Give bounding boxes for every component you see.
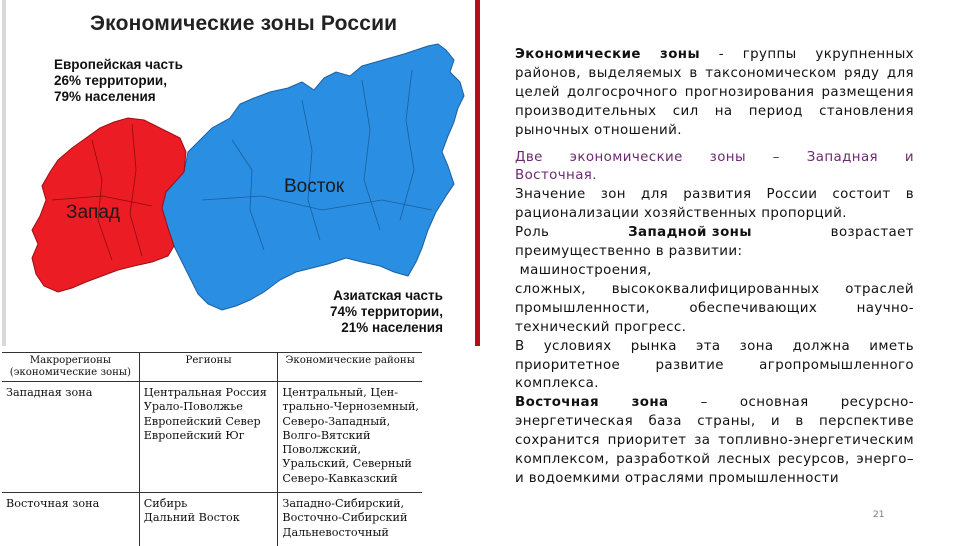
district-item: Уральский, Северный [282,457,412,471]
regions-cell [139,493,278,546]
table-header-row [2,353,422,382]
definition-paragraph [515,46,914,141]
role-line-2: преимущественно в развитии: [515,244,743,260]
district-item: Северо-Кавказский [282,471,398,485]
two-zones-line [515,149,914,168]
role-line [515,224,914,243]
region-item: Сибирь [143,497,188,511]
east-zone-text: – основная ресурсно-энергетическая база страны, и в перспективе сохранится приоритет за топливно-энергетическим комплексом, разработкой лесных ресурсов, энерго– и водоемкими отраслями промышленности [515,395,914,486]
text-column [515,46,914,489]
districts-cell [278,493,422,546]
region-item: Дальний Восток [143,511,240,525]
role-prefix: Роль [515,225,550,241]
paragraph-gap [515,141,914,149]
role-item-industries: сложных, высококвалифицированных отраслей промышленности, обеспечивающих научно-технический прогресс. [515,281,914,335]
asian-part-caption [330,288,443,336]
district-item: Дальневосточный [282,525,389,539]
header-regions: Регионы [139,353,278,382]
regions-cell [139,382,278,493]
definition-term: Экономические зоны [515,47,700,62]
header-macroregions-line-1: Макрорегионы [29,355,111,366]
european-line-1: Европейская часть [54,57,183,72]
significance-paragraph: Значение зон для развития России состоит в рационализации хозяйственных пропорций. [515,187,914,222]
economic-zones-table [2,352,422,546]
role-suffix: возрастает [830,225,914,241]
district-item: Западно-Сибирский, [282,497,405,511]
districts-cell [278,382,422,493]
asian-line-1: Азиатская часть [333,288,443,303]
east-zone-paragraph [515,394,914,489]
district-item: Северо-Западный, [282,414,391,428]
district-item: Центральный, Цен- [282,386,398,399]
european-line-2: 26% территории, [54,73,167,88]
region-item: Европейский Юг [143,428,245,442]
header-macroregions-line-2: (экономические зоны) [9,367,132,378]
asian-line-2: 74% территории, [330,304,443,319]
role-item-machinery: машиностроения, [515,262,652,278]
east-zone-term: Восточная зона [515,395,669,411]
market-paragraph: В условиях рынка эта зона должна иметь приоритетное развитие агропромышленного комплекса. [515,338,914,392]
region-item: Центральная Россия [143,386,267,399]
district-item: Поволжский, [282,443,362,457]
european-part-caption [54,57,183,105]
table-row [2,493,422,546]
west-zone-label: Запад [66,202,120,223]
district-item: Восточно-Сибирский [282,511,408,525]
map-panel [2,0,480,346]
zone-cell: Западная зона [2,382,139,493]
district-item: Волго-Вятский [282,428,371,442]
table-row [2,382,422,493]
east-zone-label: Восток [284,176,345,197]
two-zones-text: Две экономические зоны – Западная и [515,149,914,165]
district-item: трально-Черноземный, [282,400,419,414]
zone-cell: Восточная зона [6,497,100,511]
region-item: Европейский Север [143,414,261,428]
definition-text: - группы укрупненных районов, выделяемых в таксономическом ряду для целей долгосрочного прогнозирования размещения производительных сил на период становления рыночных отношений. [515,47,914,138]
asian-line-3: 21% населения [341,320,443,335]
map-title: Экономические зоны России [90,12,398,35]
two-zones-line-2: Восточная. [515,168,597,184]
region-item: Урало-Поволжье [143,400,243,414]
role-west-zone: Западной зоны [628,225,752,241]
header-macroregions [2,353,139,382]
european-line-3: 79% населения [54,89,156,104]
page-number: 21 [873,510,885,520]
header-districts: Экономические районы [278,353,422,382]
